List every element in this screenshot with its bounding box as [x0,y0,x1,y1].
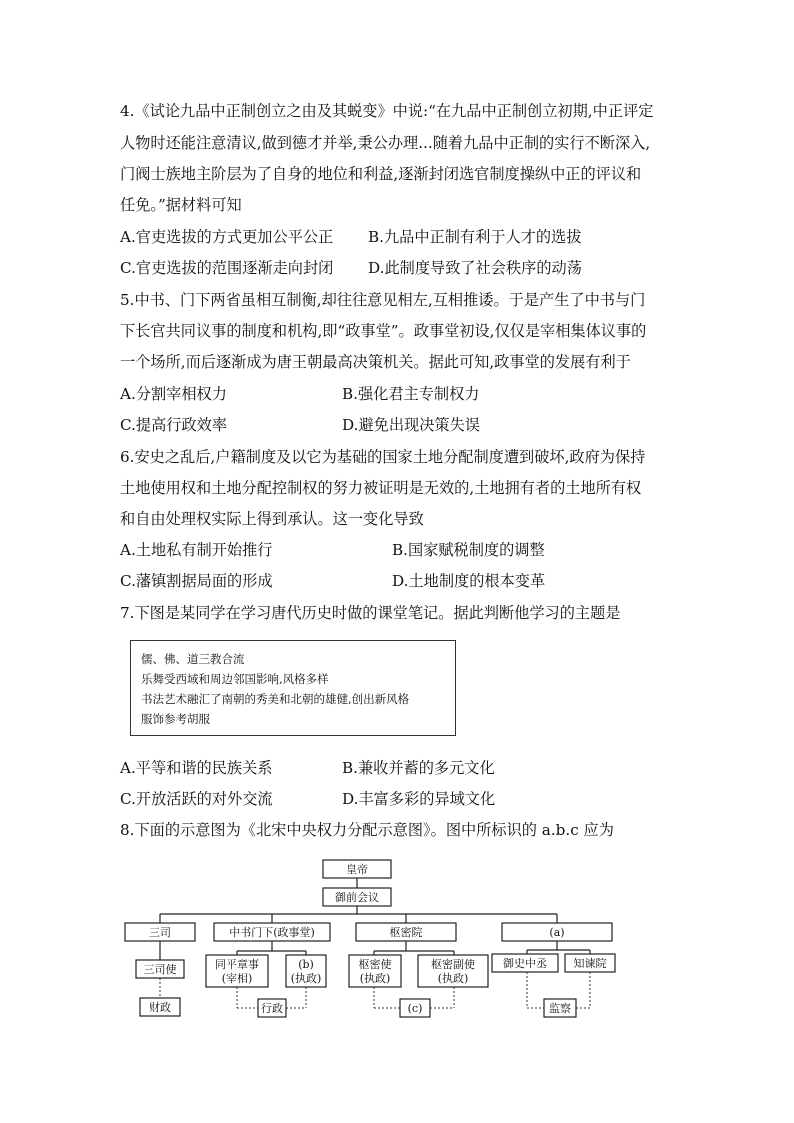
q6-option-b: B.国家赋税制度的调整 [392,541,545,559]
b-label-1: (b) [298,958,314,971]
q7-option-d: D.丰富多彩的异域文化 [342,790,496,808]
q5-stem-line-2: 下长官共同议事的制度和机构,即“政事堂”。政事堂初设,仅仅是宰相集体议事的 [120,322,647,340]
caizheng-label: 财政 [149,1001,171,1014]
q4-stem-line-4: 任免。”据材料可知 [120,196,242,214]
q7-stem: 7.下图是某同学在学习唐代历史时做的课堂笔记。据此判断他学习的主题是 [120,604,621,622]
class-notes-box [130,640,456,736]
shumishi-label-1: 枢密使 [358,958,392,971]
q5-stem-line-3: 一个场所,而后逐渐成为唐王朝最高决策机关。据此可知,政事堂的发展有利于 [120,353,631,371]
q6-option-a: A.土地私有制开始推行 [120,541,273,559]
c-label: (c) [407,1002,423,1015]
sansi-label: 三司 [149,926,171,939]
q4-option-c: C.官吏选拔的范围逐渐走向封闭 [120,259,334,277]
q7-option-a: A.平等和谐的民族关系 [120,759,273,777]
note-line-4: 服饰参考胡服 [141,712,210,726]
q6-stem-line-2: 土地使用权和土地分配控制权的努力被证明是无效的,土地拥有者的土地所有权 [120,479,642,497]
q6-option-d: D.土地制度的根本变革 [392,572,546,590]
q6-option-c: C.藩镇割据局面的形成 [120,572,273,590]
xingzheng-label: 行政 [261,1002,283,1015]
q5-option-b: B.强化君主专制权力 [342,385,480,403]
sansishi-label: 三司使 [143,963,177,976]
q5-stem-line-1: 5.中书、门下两省虽相互制衡,却往往意见相左,互相推诿。于是产生了中书与门 [120,291,646,309]
tongping-label-1: 同平章事 [215,958,259,971]
note-line-1: 儒、佛、道三教合流 [141,652,245,666]
q5-option-c: C.提高行政效率 [120,416,228,434]
q6-stem-line-3: 和自由处理权实际上得到承认。这一变化导致 [120,510,424,528]
jiancha-label: 监察 [549,1002,571,1015]
shumishi-label-2: (执政) [359,972,391,985]
zhongshu-label: 中书门下(政事堂) [229,926,315,939]
q5-option-a: A.分割宰相权力 [120,385,227,403]
q4-option-a: A.官吏选拔的方式更加公平公正 [120,228,334,246]
q8-stem: 8.下面的示意图为《北宋中央权力分配示意图》。图中所标识的 a.b.c 应为 [120,821,614,839]
tongping-label-2: (宰相) [221,972,253,985]
q4-stem-line-3: 门阀士族地主阶层为了自身的地位和利益,逐渐封闭选官制度操纵中正的评议和 [120,165,642,183]
q6-stem-line-1: 6.安史之乱后,户籍制度及以它为基础的国家土地分配制度遭到破坏,政府为保持 [120,448,646,466]
zhijian-label: 知谏院 [573,957,607,970]
q7-option-b: B.兼收并蓄的多元文化 [342,759,495,777]
a-label: (a) [549,926,565,939]
song-power-diagram [120,856,620,1026]
b-label-2: (执政) [290,972,322,985]
note-line-2: 乐舞受西域和周边邻国影响,风格多样 [141,672,329,686]
council-label: 御前会议 [335,891,379,904]
q5-option-d: D.避免出现决策失误 [342,416,480,434]
q4-stem-line-1: 4.《试论九品中正制创立之由及其蜕变》中说:“在九品中正制创立初期,中正评定 [120,102,654,120]
emperor-label: 皇帝 [346,863,368,876]
q4-stem-line-2: 人物时还能注意清议,做到德才并举,秉公办理...随着九品中正制的实行不断深入, [120,134,651,152]
q7-option-c: C.开放活跃的对外交流 [120,790,273,808]
yushi-label: 御史中丞 [503,957,547,970]
note-line-3: 书法艺术融汇了南朝的秀美和北朝的雄健,创出新风格 [141,692,410,706]
shumifushi-label-1: 枢密副使 [431,958,475,971]
q4-option-d: D.此制度导致了社会秩序的动荡 [368,259,582,277]
shumifushi-label-2: (执政) [437,972,469,985]
shumiyuan-label: 枢密院 [389,926,423,939]
q4-option-b: B.九品中正制有利于人才的选拔 [368,228,582,246]
